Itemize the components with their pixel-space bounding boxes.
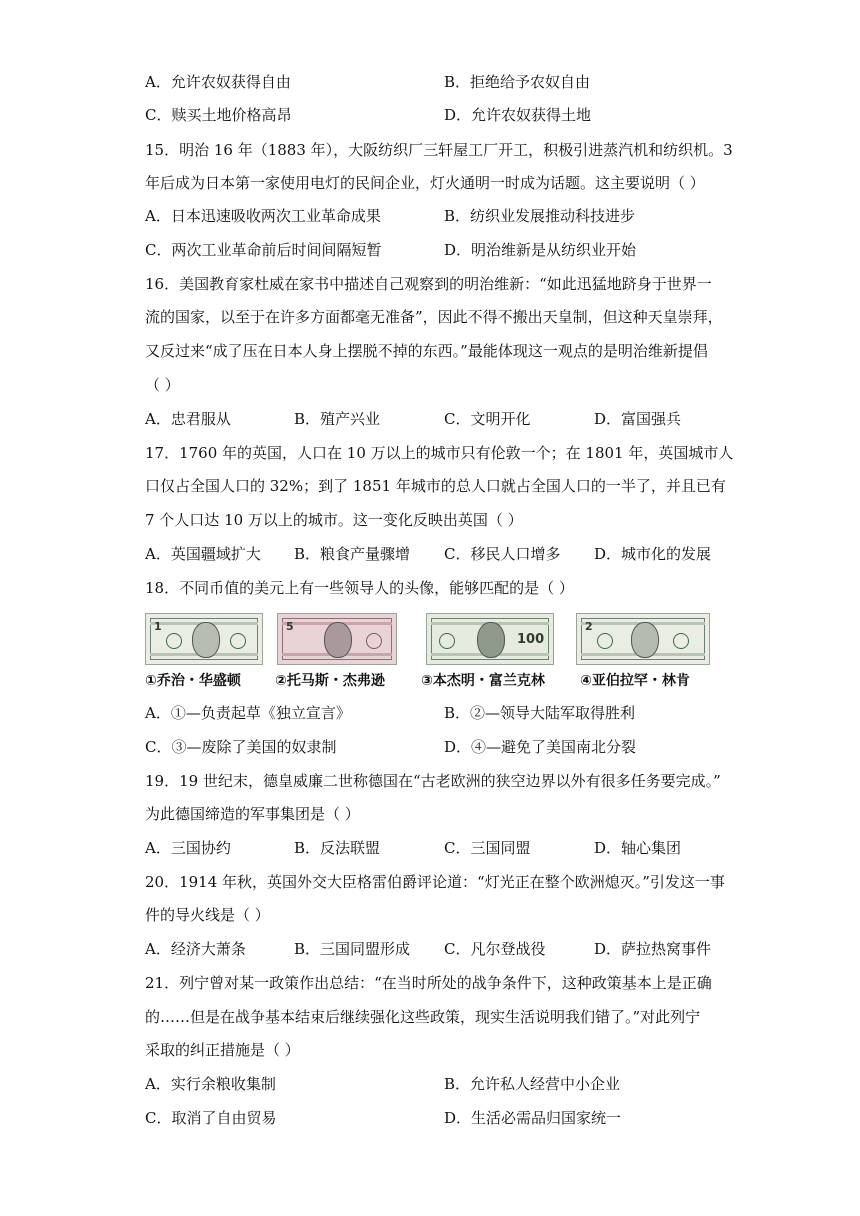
hundred-dollar-bill-image — [426, 613, 554, 665]
q15-option-d: D．明治维新是从纺织业开始 — [444, 241, 637, 259]
q19-stem-line1: 19．19 世纪末，德皇威廉二世称德国在“古老欧洲的狭空边界以外有很多任务要完成。” — [145, 772, 721, 790]
bill-caption-2: ②托马斯・杰弗逊 — [275, 673, 385, 689]
q20-stem-line2: 件的导火线是（ ） — [145, 906, 270, 924]
q17-option-c: C．移民人口增多 — [444, 545, 561, 563]
franklin-portrait-icon — [477, 622, 505, 658]
q21-option-c: C．取消了自由贸易 — [145, 1109, 277, 1127]
bill-caption-1: ①乔治・华盛顿 — [145, 673, 241, 689]
seal-icon — [439, 633, 455, 649]
q21-stem-line2: 的……但是在战争基本结束后继续强化这些政策，现实生活说明我们错了。”对此列宁 — [145, 1008, 701, 1026]
q20-option-b: B．三国同盟形成 — [294, 940, 411, 958]
five-dollar-bill-image — [277, 613, 397, 665]
treasury-seal-icon — [597, 633, 613, 649]
two-dollar-bill-image — [576, 613, 710, 665]
q16-option-b: B．殖产兴业 — [294, 410, 381, 428]
q14-option-a: A．允许农奴获得自由 — [145, 73, 291, 91]
bill-2-number: 2 — [585, 620, 593, 633]
q20-option-c: C．凡尔登战役 — [444, 940, 546, 958]
lincoln-portrait-icon — [324, 622, 352, 658]
q19-option-a: A．三国协约 — [145, 839, 231, 857]
treasury-seal-icon — [166, 633, 182, 649]
q18-option-a: A．①—负责起草《独立宣言》 — [145, 704, 351, 722]
washington-portrait-icon — [192, 622, 220, 658]
q17-option-b: B．粮食产量骤增 — [294, 545, 411, 563]
q21-stem-line1: 21．列宁曾对某一政策作出总结：“在当时所处的战争条件下，这种政策基本上是正确 — [145, 974, 712, 992]
q21-stem-line3: 采取的纠正措施是（ ） — [145, 1041, 300, 1059]
q18-stem: 18．不同币值的美元上有一些领导人的头像，能够匹配的是（ ） — [145, 579, 574, 597]
q17-stem-line2: 口仅占全国人口的 32%；到了 1851 年城市的总人口就占全国人口的一半了，并且已有 — [145, 477, 726, 495]
bill-5-number: 5 — [286, 620, 294, 633]
q16-option-d: D．富国强兵 — [594, 410, 682, 428]
q19-stem-line2: 为此德国缔造的军事集团是（ ） — [145, 805, 360, 823]
green-seal-icon — [673, 633, 689, 649]
q17-stem-line1: 17．1760 年的英国，人口在 10 万以上的城市只有伦敦一个；在 1801 年，英国城市人 — [145, 444, 734, 462]
q14-option-b: B．拒绝给予农奴自由 — [444, 73, 591, 91]
q15-option-a: A．日本迅速吸收两次工业革命成果 — [145, 207, 381, 225]
q17-stem-line3: 7 个人口达 10 万以上的城市。这一变化反映出英国（ ） — [145, 511, 523, 529]
q19-option-b: B．反法联盟 — [294, 839, 381, 857]
q16-stem-line4: （ ） — [145, 376, 180, 394]
green-seal-icon — [230, 633, 246, 649]
jefferson-portrait-icon — [631, 622, 659, 658]
q20-option-d: D．萨拉热窝事件 — [594, 940, 712, 958]
bill-caption-3: ③本杰明・富兰克林 — [421, 673, 545, 689]
q14-option-d: D．允许农奴获得土地 — [444, 106, 592, 124]
q15-stem-line1: 15．明治 16 年（1883 年），大阪纺织厂三轩屋工厂开工，积极引进蒸汽机和纺织机。3 — [145, 141, 733, 159]
q17-option-d: D．城市化的发展 — [594, 545, 712, 563]
q15-option-b: B．纺织业发展推动科技进步 — [444, 207, 636, 225]
q18-option-d: D．④—避免了美国南北分裂 — [444, 738, 637, 756]
q20-stem-line1: 20．1914 年秋，英国外交大臣格雷伯爵评论道：“灯光正在整个欧洲熄灭。”引发这一事 — [145, 873, 725, 891]
q21-option-b: B．允许私人经营中小企业 — [444, 1075, 621, 1093]
q16-option-c: C．文明开化 — [444, 410, 531, 428]
q19-option-d: D．轴心集团 — [594, 839, 682, 857]
seal-icon — [366, 633, 382, 649]
q15-option-c: C．两次工业革命前后时间间隔短暂 — [145, 241, 382, 259]
q21-option-d: D．生活必需品归国家统一 — [444, 1109, 622, 1127]
q14-option-c: C．赎买土地价格高昂 — [145, 106, 292, 124]
q18-option-b: B．②—领导大陆军取得胜利 — [444, 704, 636, 722]
q16-stem-line2: 流的国家，以至于在许多方面都毫无准备”，因此不得不搬出天皇制，但这种天皇崇拜， — [145, 308, 723, 326]
bill-caption-4: ④亚伯拉罕・林肯 — [580, 673, 690, 689]
q21-option-a: A．实行余粮收集制 — [145, 1075, 276, 1093]
bill-1-number: 1 — [154, 620, 162, 633]
q16-option-a: A．忠君服从 — [145, 410, 231, 428]
one-dollar-bill-image — [145, 613, 263, 665]
q16-stem-line3: 又反过来“成了压在日本人身上摆脱不掉的东西。”最能体现这一观点的是明治维新提倡 — [145, 342, 708, 360]
q19-option-c: C．三国同盟 — [444, 839, 531, 857]
q15-stem-line2: 年后成为日本第一家使用电灯的民间企业，灯火通明一时成为话题。这主要说明（ ） — [145, 174, 705, 192]
q16-stem-line1: 16．美国教育家杜威在家书中描述自己观察到的明治维新：“如此迅猛地跻身于世界一 — [145, 275, 712, 293]
q20-option-a: A．经济大萧条 — [145, 940, 246, 958]
q18-option-c: C．③—废除了美国的奴隶制 — [145, 738, 337, 756]
bill-100-number: 100 — [517, 632, 545, 647]
q17-option-a: A．英国疆域扩大 — [145, 545, 261, 563]
